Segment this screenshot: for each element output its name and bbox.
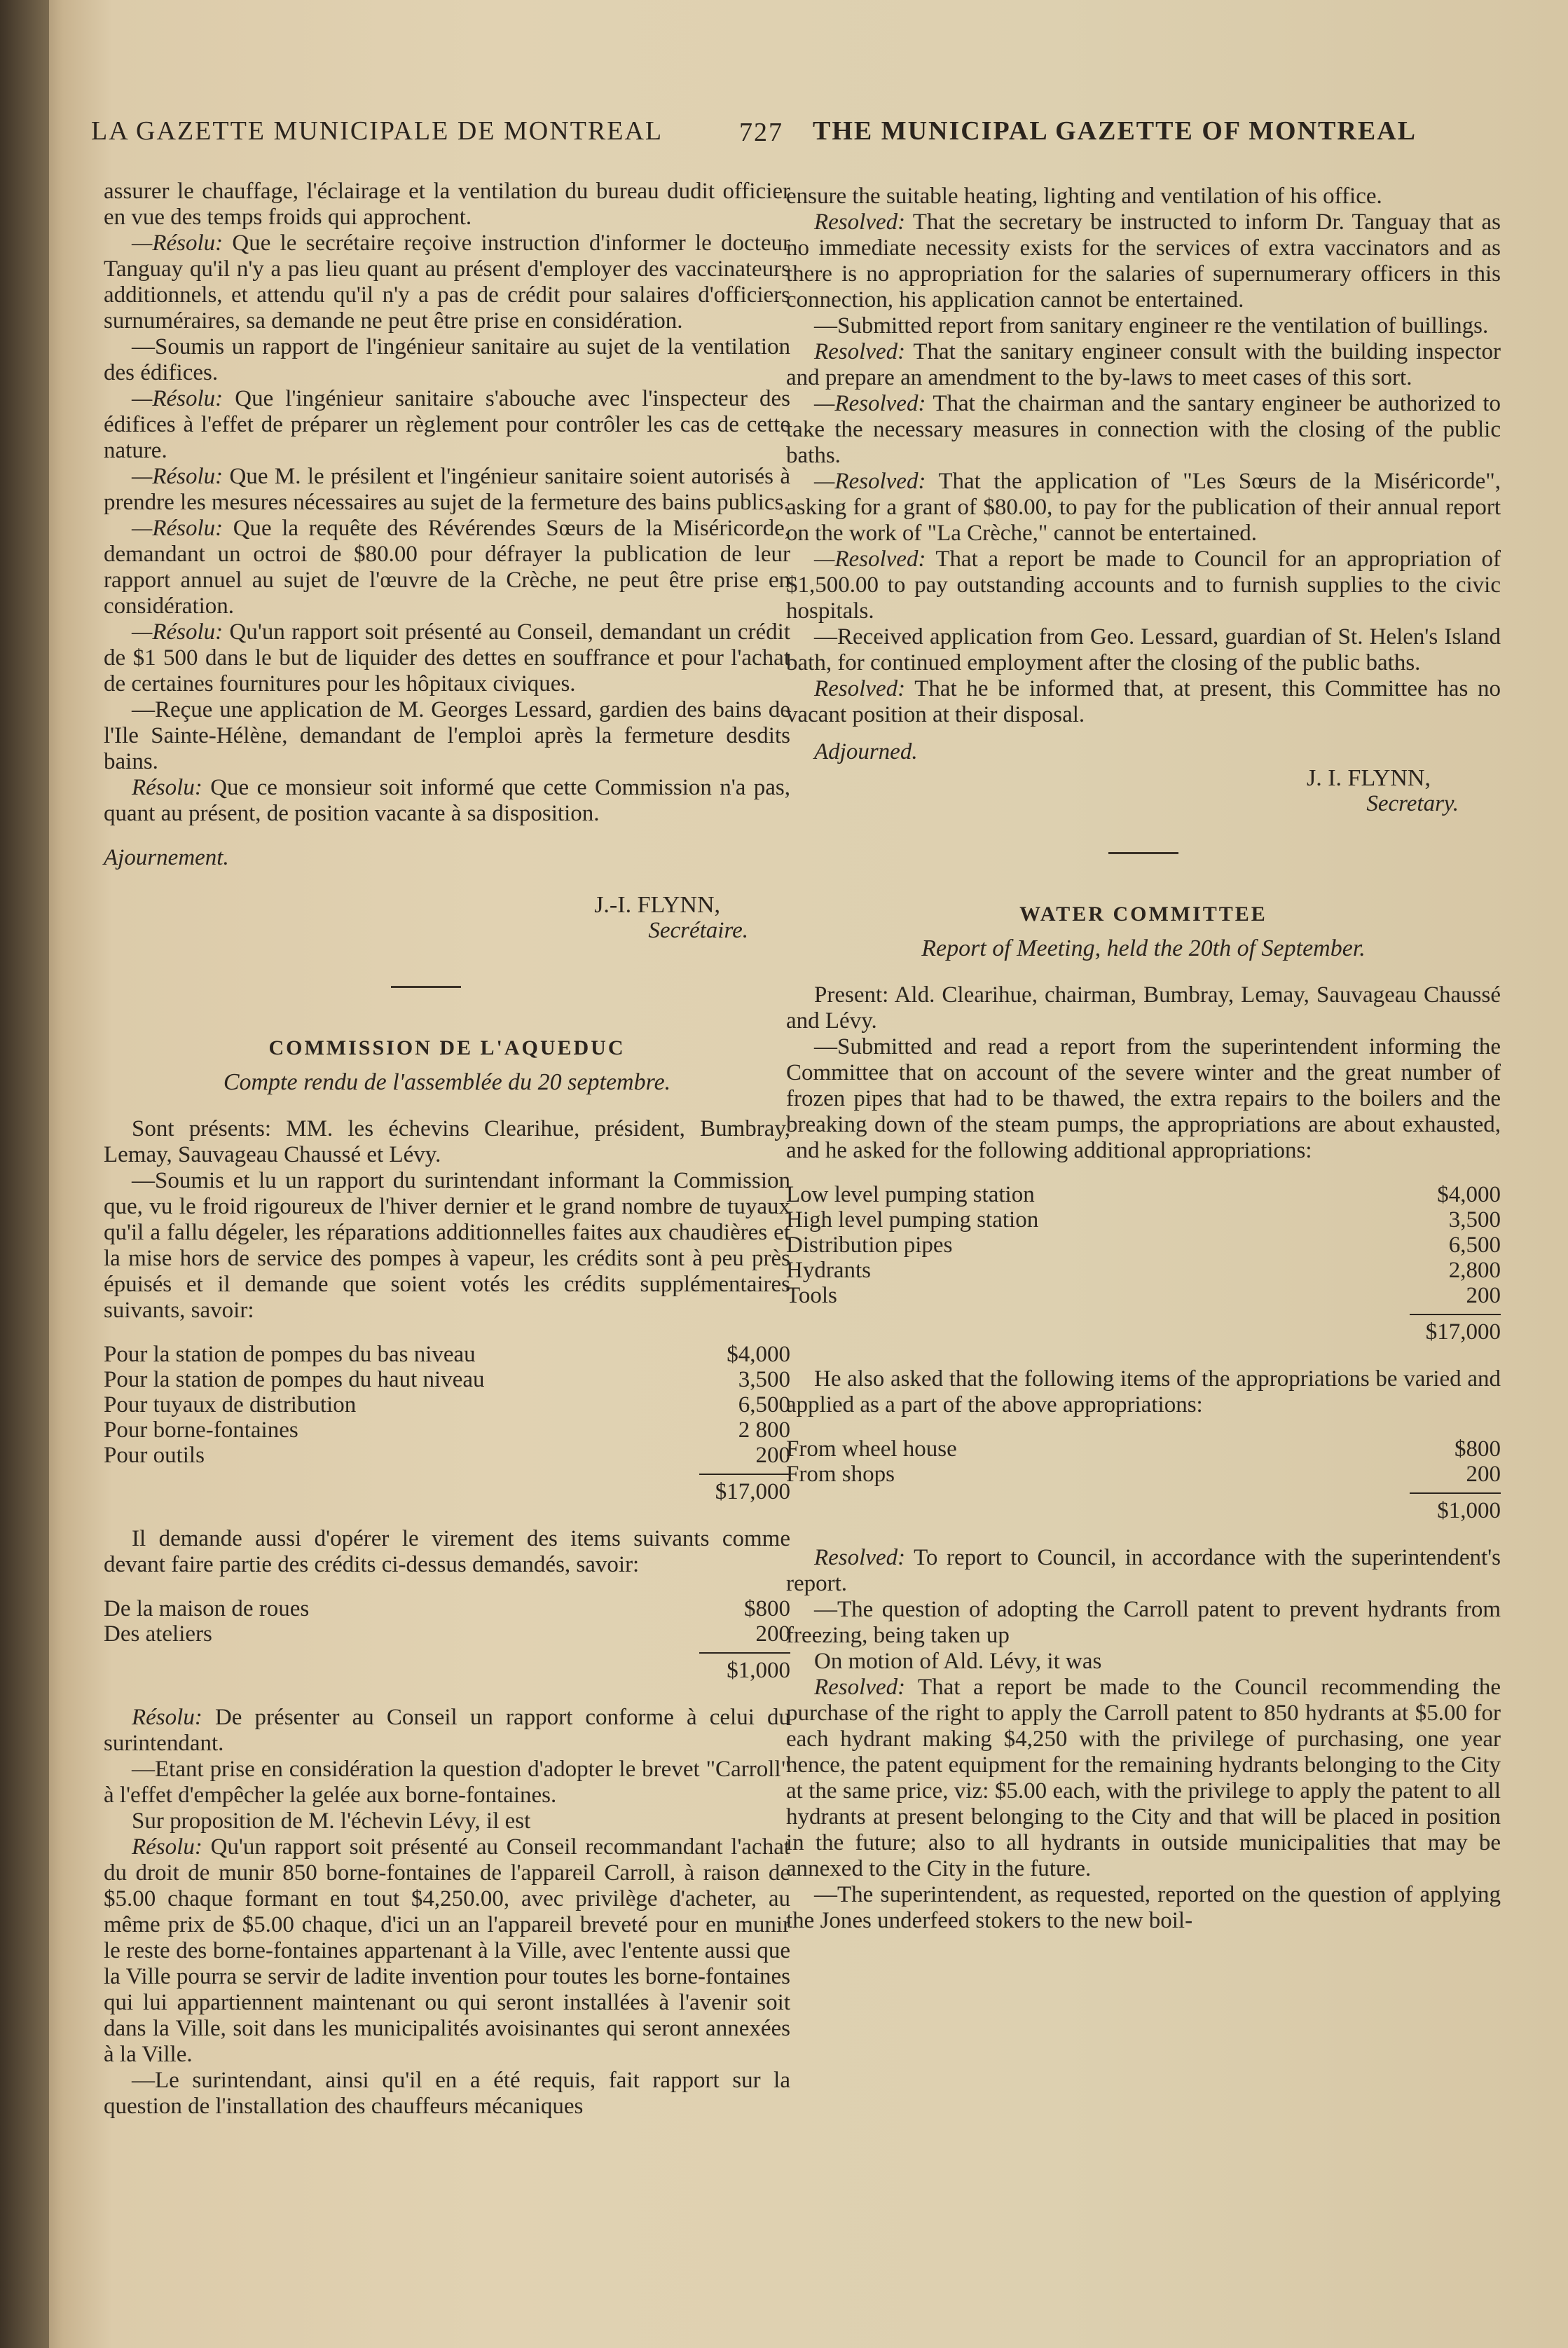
paragraph: —Soumis un rapport de l'ingénieur sanitaire au sujet de la ventilation des édifices. <box>104 334 790 385</box>
table-row: Distribution pipes 6,500 <box>786 1233 1501 1258</box>
paragraph: Resolved: That he be informed that, at present, this Committee has no vacant position at their disposal. <box>786 676 1501 727</box>
transfer-table <box>786 1436 1501 1487</box>
adjournment: Ajournement. <box>104 845 229 870</box>
paragraph: —Reçue une application de M. Georges Lessard, gardien des bains de l'Ile Sainte-Hélène, demandant de l'emploi après la fermeture desdits bains. <box>104 697 790 774</box>
table-row: Des ateliers 200 <box>104 1621 790 1647</box>
paragraph: —Resolved: That the application of "Les Sœurs de la Miséricorde", asking for a grant of $80.00, to pay for the publication of their annual report on the work of "La Crèche," cannot be entertained. <box>786 469 1501 546</box>
paragraph: —The question of adopting the Carroll patent to prevent hydrants from freezing, being taken up <box>786 1597 1501 1648</box>
paragraph: Résolu: Qu'un rapport soit présenté au Conseil recommandant l'achat du droit de munir 850 borne-fontaines de l'appareil Carroll, à raison de $5.00 chaque formant en tout $4,250.00, avec privilège d'acheter, au même prix de $5.00 chaque, d'ici un an l'appareil breveté pour en munir le reste des borne-fontaines appartenant à la Ville, avec l'entente aussi que la Ville pourra se servir de ladite invention pour toutes les borne-fontaines qui lui appartiennent maintenant ou qui seront installées à l'avenir soit dans la Ville, soit dans les municipalités avoisinantes qui seront annexées à la Ville. <box>104 1834 791 2067</box>
table-row: From shops 200 <box>786 1462 1501 1487</box>
appropriations-table <box>104 1342 790 1468</box>
paragraph: Resolved: That a report be made to the Council recommending the purchase of the right to apply the Carroll patent to 850 hydrants at $5.00 for each hydrant making $4,250 with the privilege of purchasing, one year hence, the patent equipment for the remaining hydrants belonging to the City at the same price, viz: $5.00 each, with the privilege to apply the patent to all hydrants at present belonging to the City and that will be placed in position in the future; also to all hydrants in outside municipalities that may be annexed to the City in the future. <box>786 1675 1501 1881</box>
appropriations-table <box>786 1182 1501 1308</box>
signature <box>786 765 1501 817</box>
table-total: $1,000 <box>699 1652 790 1684</box>
paragraph: —Résolu: Qu'un rapport soit présenté au Conseil, demandant un crédit de $1 500 dans le but de liquider des dettes en souffrance et pour l'achat de certaines fournitures pour les hôpitaux civiques. <box>104 619 790 696</box>
french-column <box>104 179 790 2120</box>
signatory-name: J. I. FLYNN, <box>1307 765 1431 791</box>
table-row: Hydrants 2,800 <box>786 1258 1501 1283</box>
table-total: $17,000 <box>1410 1314 1501 1345</box>
section-divider <box>786 817 1501 901</box>
section-title: COMMISSION DE L'AQUEDUC <box>268 1036 626 1059</box>
table-row: Pour outils 200 <box>104 1443 790 1468</box>
english-column <box>786 184 1501 1934</box>
french-running-title: LA GAZETTE MUNICIPALE DE MONTREAL <box>91 116 663 146</box>
paragraph: —Soumis et lu un rapport du surintendant informant la Commission que, vu le froid rigoureux de l'hiver dernier et le grand nombre de tuyaux qu'il a fallu dégeler, les réparations additionnelles faites aux chaudières et la mise hors de service des pompes à vapeur, les crédits sont à peu près épuisés et il demande que soient votés les crédits supplémentaires suivants, savoir: <box>104 1168 790 1323</box>
paragraph: —Received application from Geo. Lessard, guardian of St. Helen's Island bath, for continued employment after the closing of the public baths. <box>786 624 1501 675</box>
paragraph: Résolu: Que ce monsieur soit informé que cette Commission n'a pas, quant au présent, de position vacante à sa disposition. <box>104 775 791 826</box>
paragraph: ensure the suitable heating, lighting and ventilation of his office. <box>786 184 1382 209</box>
signatory-role: Secretary. <box>1366 791 1459 816</box>
table-row: Pour tuyaux de distribution 6,500 <box>104 1392 790 1417</box>
section-subtitle: Report of Meeting, held the 20th of September. <box>921 935 1366 961</box>
paragraph: assurer le chauffage, l'éclairage et la ventilation du bureau dudit officier en vue des temps froids qui approchent. <box>104 179 790 230</box>
paragraph: —Etant prise en considération la question d'adopter le brevet "Carroll" à l'effet d'empêcher la gelée aux borne-fontaines. <box>104 1757 790 1808</box>
section-title: WATER COMMITTEE <box>1019 902 1267 926</box>
paragraph: Résolu: De présenter au Conseil un rapport conforme à celui du surintendant. <box>104 1705 791 1756</box>
table-total: $1,000 <box>1410 1492 1501 1524</box>
paragraph: Resolved: That the sanitary engineer consult with the building inspector and prepare an amendment to the by-laws to meet cases of this sort. <box>786 339 1501 390</box>
paragraph: —The superintendent, as requested, reported on the question of applying the Jones underfeed stokers to the new boil- <box>786 1882 1501 1933</box>
paragraph: —Le surintendant, ainsi qu'il en a été requis, fait rapport sur la question de l'installation des chauffeurs mécaniques <box>104 2068 790 2119</box>
signature <box>104 892 790 944</box>
paragraph: —Résolu: Que M. le présilent et l'ingénieur sanitaire soient autorisés à prendre les mesures nécessaires au sujet de la fermeture des bains publics. <box>104 464 791 515</box>
signatory-role: Secrétaire. <box>648 918 748 943</box>
table-row: Pour la station de pompes du haut niveau 3,500 <box>104 1367 790 1392</box>
paragraph: On motion of Ald. Lévy, it was <box>814 1649 1102 1674</box>
table-row: Tools 200 <box>786 1283 1501 1308</box>
section-subtitle: Compte rendu de l'assemblée du 20 septembre. <box>223 1069 671 1095</box>
book-gutter <box>0 0 49 2348</box>
section-divider <box>104 944 790 1035</box>
page-number: 727 <box>739 118 783 147</box>
table-row: Low level pumping station $4,000 <box>786 1182 1501 1207</box>
paragraph: Il demande aussi d'opérer le virement des items suivants comme devant faire partie des crédits ci-dessus demandés, savoir: <box>104 1526 790 1577</box>
table-row: De la maison de roues $800 <box>104 1596 790 1621</box>
paragraph: —Résolu: Que la requête des Révérendes Sœurs de la Miséricorde, demandant un octroi de $80.00 pour défrayer la publication de leur rapport annuel au sujet de l'œuvre de la Crèche, ne peut être prise en considération. <box>104 516 791 619</box>
table-row: Pour borne-fontaines 2 800 <box>104 1417 790 1443</box>
adjournment: Adjourned. <box>814 739 918 764</box>
table-row: Pour la station de pompes du bas niveau $4,000 <box>104 1342 790 1367</box>
paragraph: Sur proposition de M. l'échevin Lévy, il est <box>132 1808 531 1834</box>
table-row: High level pumping station 3,500 <box>786 1207 1501 1233</box>
transfer-table <box>104 1596 790 1647</box>
paragraph: Sont présents: MM. les échevins Clearihue, président, Bumbray, Lemay, Sauvageau Chaussé et Lévy. <box>104 1116 790 1167</box>
signatory-name: J.-I. FLYNN, <box>594 892 720 918</box>
page-header <box>91 116 1492 165</box>
paragraph: Present: Ald. Clearihue, chairman, Bumbray, Lemay, Sauvageau Chaussé and Lévy. <box>786 982 1501 1034</box>
paragraph: —Submitted report from sanitary engineer re the ventilation of buillings. <box>814 313 1489 338</box>
paragraph: —Resolved: That the chairman and the santary engineer be authorized to take the necessary measures in connection with the closing of the public baths. <box>786 391 1501 468</box>
paragraph: —Résolu: Que l'ingénieur sanitaire s'abouche avec l'inspecteur des édifices à l'effet de préparer un règlement pour contrôler les cas de cette nature. <box>104 386 791 463</box>
paragraph: —Submitted and read a report from the superintendent informing the Committee that on account of the severe winter and the great number of frozen pipes that had to be thawed, the extra repairs to the boilers and the breaking down of the steam pumps, the appropriations are about exhausted, and he asked for the following additional appropriations: <box>786 1034 1501 1163</box>
paragraph: —Résolu: Que le secrétaire reçoive instruction d'informer le docteur Tanguay qu'il n'y a pas lieu quant au présent d'employer des vaccinateurs additionnels, et attendu qu'il n'y a pas de crédit pour salaires d'officiers surnuméraires, sa demande ne peut être prise en considération. <box>104 231 790 334</box>
table-total: $17,000 <box>699 1474 790 1505</box>
english-running-title: THE MUNICIPAL GAZETTE OF MONTREAL <box>813 116 1417 146</box>
paragraph: —Resolved: That a report be made to Council for an appropriation of $1,500.00 to pay outstanding accounts and to furnish supplies to the civic hospitals. <box>786 547 1501 624</box>
paragraph: He also asked that the following items of the appropriations be varied and applied as a part of the above appropriations: <box>786 1366 1501 1417</box>
paragraph: Resolved: That the secretary be instructed to inform Dr. Tanguay that as no immediate necessity exists for the services of extra vaccinators and as there is no appropriation for the salaries of supernumerary officers in this connection, his application cannot be entertained. <box>786 210 1501 313</box>
table-row: From wheel house $800 <box>786 1436 1501 1462</box>
paragraph: Resolved: To report to Council, in accordance with the superintendent's report. <box>786 1545 1501 1596</box>
